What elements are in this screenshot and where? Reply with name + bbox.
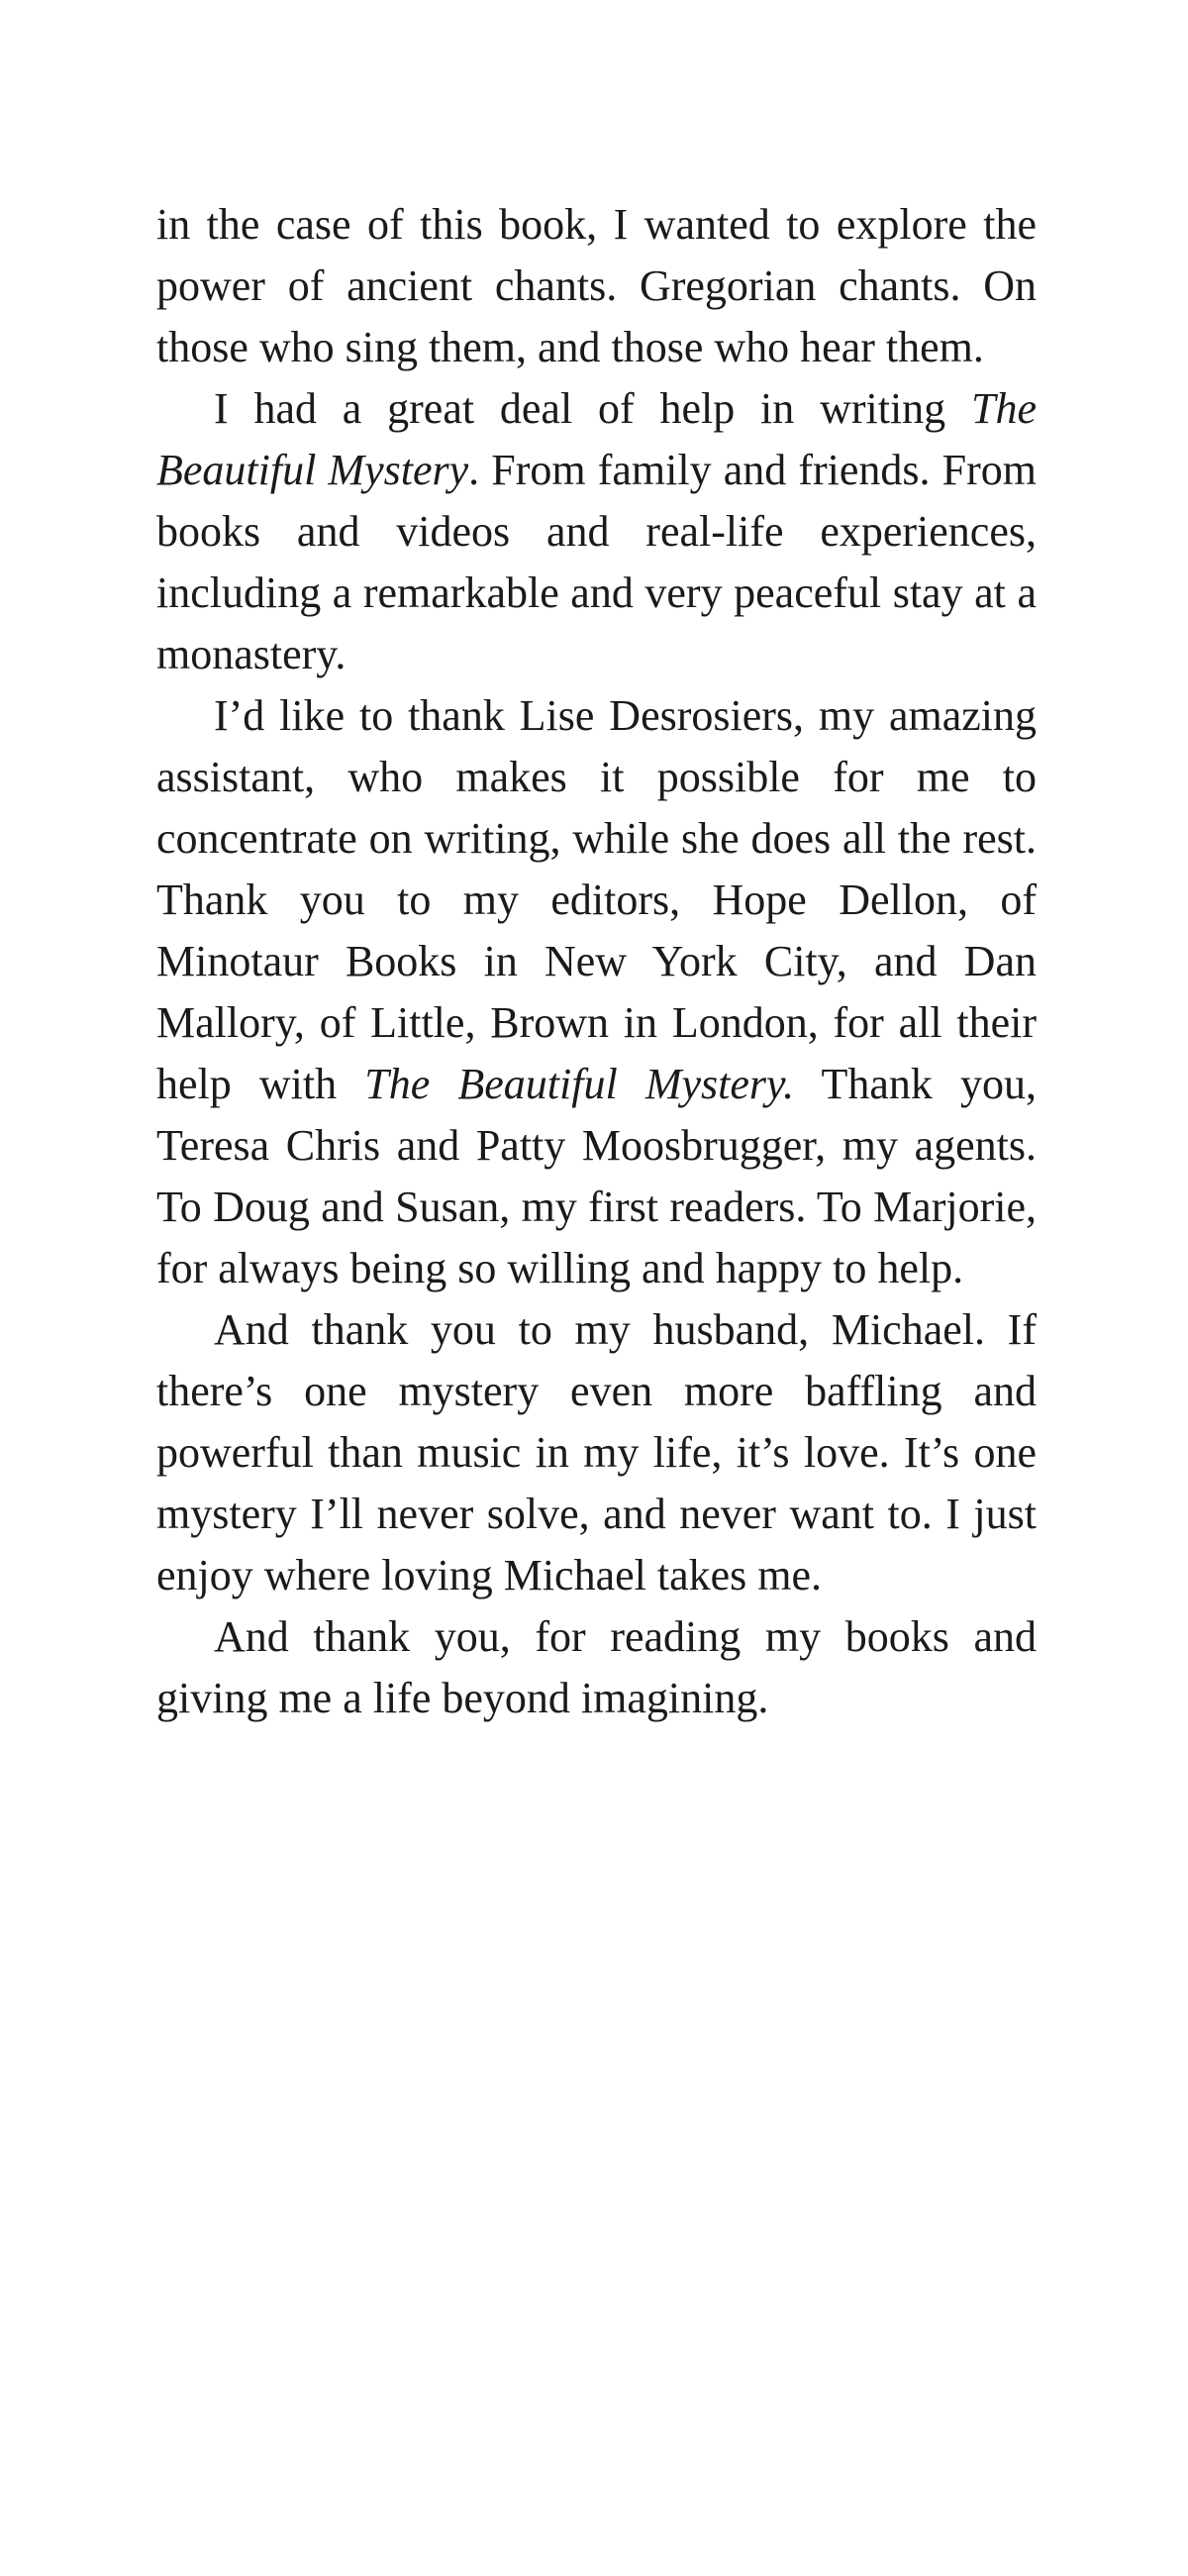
paragraph-1 — [156, 194, 1037, 378]
page-body — [156, 194, 1037, 1729]
paragraph-text: I had a great deal of help in writing — [214, 384, 971, 433]
paragraph-text: Thank you, Teresa Chris and Patty Moosbrugger, my agents. To Doug and Susan, my first readers. To Marjorie, for always being so willing and happy to help. — [156, 1060, 1037, 1292]
paragraph-text: in the case of this book, I wanted to explore the power of ancient chants. Gregorian chants. On those who sing them, and those who hear them. — [156, 200, 1037, 371]
paragraph-text: I’d like to thank Lise Desrosiers, my amazing assistant, who makes it possible for me to concentrate on writing, while she does all the rest. Thank you to my editors, Hope Dellon, of Minotaur Books in New York City, and Dan Mallory, of Little, Brown in London, for all their help with — [156, 691, 1037, 1108]
paragraph-text: And thank you, for reading my books and giving me a life beyond imagining. — [156, 1612, 1037, 1722]
paragraph-5 — [156, 1606, 1037, 1729]
paragraph-4 — [156, 1299, 1037, 1606]
paragraph-text: And thank you to my husband, Michael. If there’s one mystery even more baffling and powerful than music in my life, it’s love. It’s one mystery I’ll never solve, and never want to. I just enjoy where loving Michael takes me. — [156, 1305, 1037, 1599]
book-title: The Beautiful Mystery — [156, 384, 1037, 494]
paragraph-3 — [156, 685, 1037, 1299]
book-title: The Beautiful Mystery. — [364, 1060, 795, 1108]
paragraph-text: . From family and friends. From books and videos and real-life experiences, including a remarkable and very peaceful stay at a monastery. — [156, 446, 1038, 678]
paragraph-2 — [156, 378, 1037, 685]
